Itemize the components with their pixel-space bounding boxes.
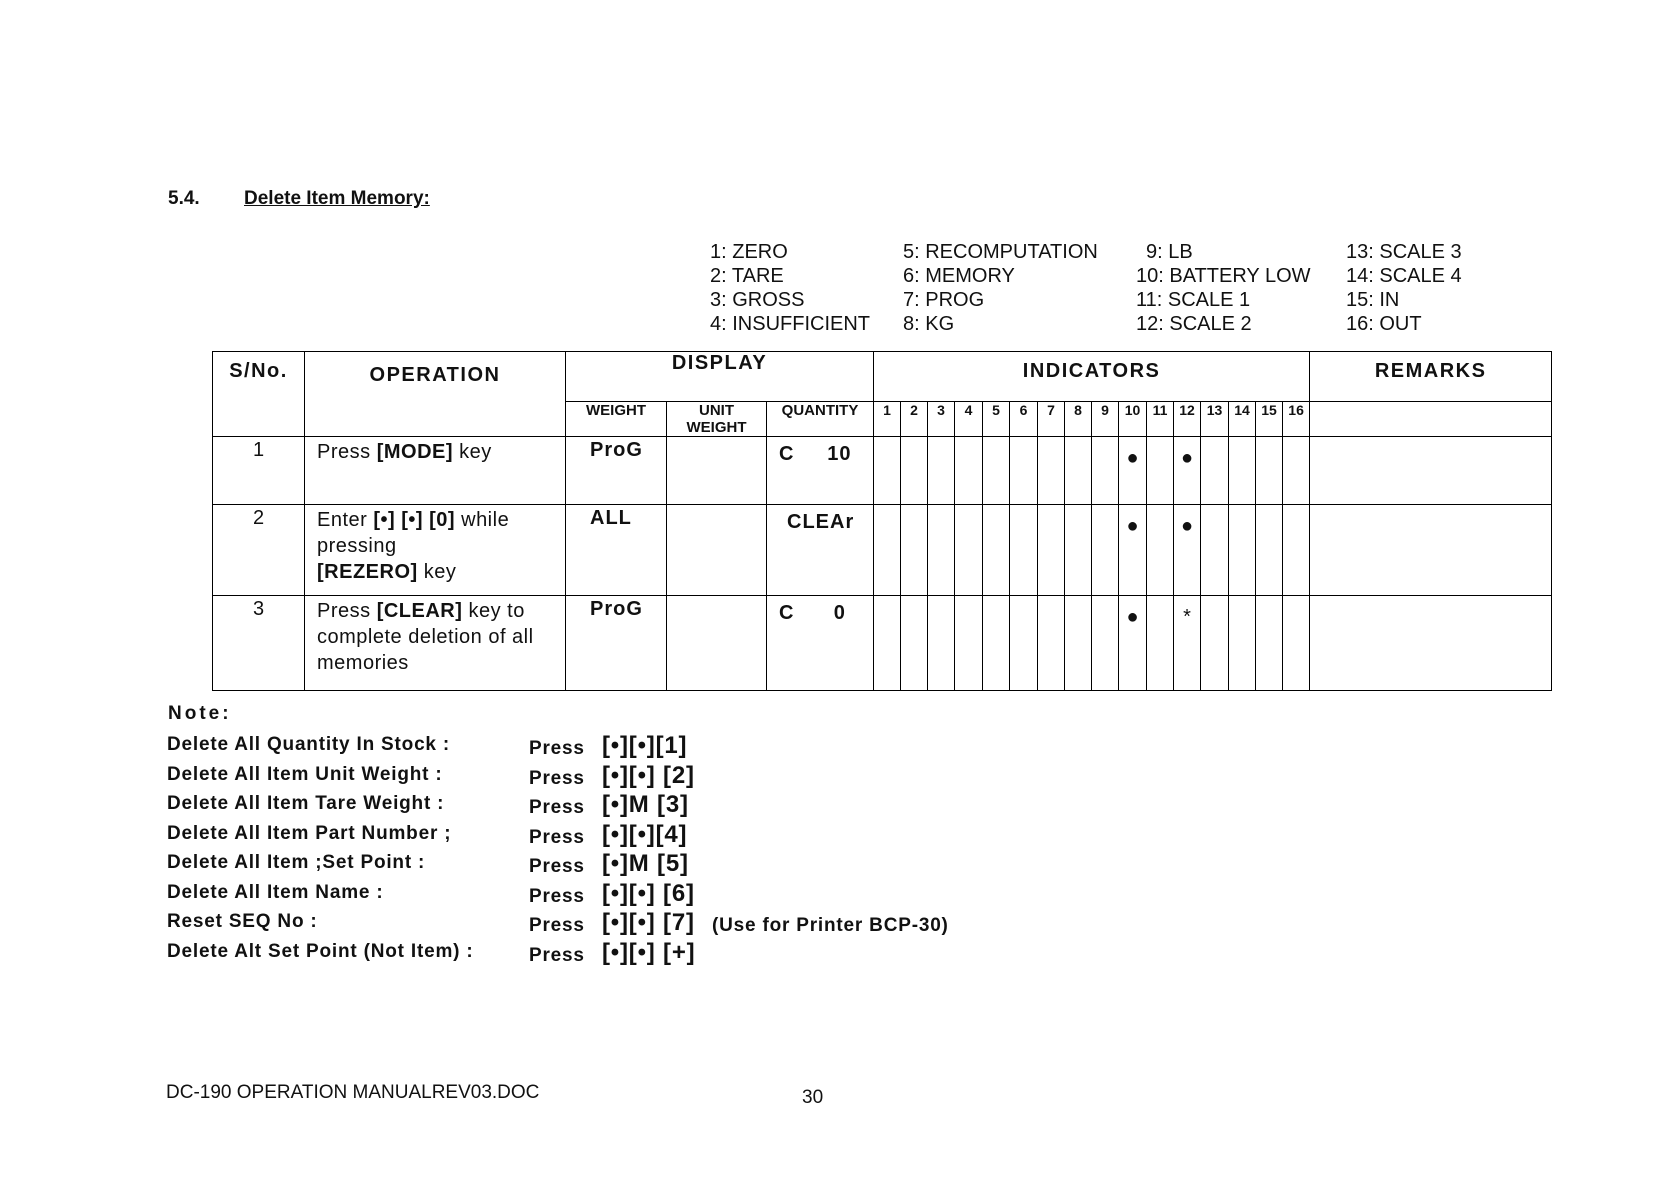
row-sno: 1	[213, 437, 305, 505]
note-press: Press	[529, 826, 585, 848]
legend-item: 14: SCALE 4	[1346, 265, 1462, 287]
row-remarks	[1310, 437, 1552, 505]
indicator-legend-col1	[710, 240, 870, 336]
row-weight: ALL	[566, 505, 667, 596]
indicator-8-header: 8	[1065, 402, 1092, 437]
section-title: Delete Item Memory:	[244, 188, 430, 209]
indicator-4-header: 4	[955, 402, 983, 437]
note-extra: (Use for Printer BCP-30)	[712, 915, 949, 936]
indicator-10-header: 10	[1119, 402, 1147, 437]
note-keys: [•][•][1]	[602, 732, 688, 759]
row-sno: 3	[213, 596, 305, 691]
row-weight: ProG	[566, 596, 667, 691]
header-operation: OPERATION	[305, 352, 566, 437]
legend-item: 3: GROSS	[710, 289, 805, 311]
indicator-15-header: 15	[1256, 402, 1283, 437]
table-row	[213, 505, 1552, 596]
indicator-6-header: 6	[1010, 402, 1038, 437]
header-display: DISPLAY	[566, 352, 874, 402]
indicator-10-cell: ●	[1119, 596, 1147, 691]
row-remarks	[1310, 505, 1552, 596]
page-number: 30	[802, 1087, 824, 1108]
indicator-12-cell: ●	[1174, 505, 1201, 596]
row-weight: ProG	[566, 437, 667, 505]
indicator-legend-col3	[1136, 240, 1311, 336]
section-number: 5.4.	[168, 188, 200, 209]
header-weight: WEIGHT	[566, 402, 667, 437]
header-remarks-sub	[1310, 402, 1552, 437]
note-press: Press	[529, 915, 585, 936]
legend-item: 4: INSUFFICIENT	[710, 313, 871, 335]
header-quantity: QUANTITY	[767, 402, 874, 437]
footer-doc-name: DC-190 OPERATION MANUALREV03.DOC	[166, 1082, 540, 1103]
legend-item: 2: TARE	[710, 265, 784, 287]
legend-item: 15: IN	[1346, 289, 1400, 311]
legend-item: 11: SCALE 1	[1136, 289, 1251, 311]
note-label: Delete All Item Name :	[167, 881, 384, 903]
note-press: Press	[529, 885, 585, 907]
legend-item: 16: OUT	[1346, 313, 1422, 335]
note-press: Press	[529, 738, 585, 759]
note-keys: [•][•] [2]	[602, 761, 695, 789]
row-operation: Enter [•] [•] [0] while pressing [REZERO] key	[305, 505, 566, 596]
indicator-legend-col4	[1346, 240, 1462, 336]
note-press: Press	[529, 944, 585, 966]
indicator-legend-col2	[903, 240, 1098, 336]
table-row	[213, 596, 1552, 691]
indicator-11-header: 11	[1147, 402, 1174, 437]
note-keys: [•][•] [+]	[602, 938, 696, 966]
note-press: Press	[529, 797, 585, 818]
note-title: Note:	[168, 703, 232, 724]
indicator-7-header: 7	[1038, 402, 1065, 437]
note-label: Delete All Item Tare Weight :	[167, 793, 445, 814]
indicator-2-header: 2	[901, 402, 928, 437]
note-press: Press	[529, 767, 585, 789]
indicator-5-header: 5	[983, 402, 1010, 437]
indicator-10-cell: ●	[1119, 437, 1147, 505]
row-quantity: C 10	[767, 437, 874, 505]
header-unit-weight: UNIT WEIGHT	[667, 402, 767, 437]
indicator-16-header: 16	[1283, 402, 1310, 437]
header-remarks: REMARKS	[1310, 352, 1552, 402]
note-label: Delete All Item ;Set Point :	[167, 852, 426, 873]
legend-item: 5: RECOMPUTATION	[903, 241, 1098, 263]
row-quantity: CLEAr	[767, 505, 874, 596]
indicator-9-header: 9	[1092, 402, 1119, 437]
note-keys: [•]M [5]	[602, 850, 689, 877]
header-sno: S/No.	[213, 352, 305, 437]
indicator-10-cell: ●	[1119, 505, 1147, 596]
legend-item: 7: PROG	[903, 289, 985, 311]
operations-table	[212, 351, 1552, 691]
indicator-14-header: 14	[1229, 402, 1256, 437]
indicator-12-header: 12	[1174, 402, 1201, 437]
row-sno: 2	[213, 505, 305, 596]
legend-item: 9: LB	[1146, 241, 1193, 263]
header-indicators: INDICATORS	[874, 352, 1310, 402]
row-unit-weight	[667, 596, 767, 691]
legend-item: 10: BATTERY LOW	[1136, 265, 1311, 287]
legend-item: 6: MEMORY	[903, 265, 1015, 287]
row-remarks	[1310, 596, 1552, 691]
note-label: Delete Alt Set Point (Not Item) :	[167, 940, 474, 962]
legend-item: 12: SCALE 2	[1136, 313, 1252, 335]
note-label: Delete All Item Unit Weight :	[167, 763, 443, 785]
indicator-3-header: 3	[928, 402, 955, 437]
row-operation: Press [CLEAR] key to complete deletion of all memories	[305, 596, 566, 691]
indicator-13-header: 13	[1201, 402, 1229, 437]
row-unit-weight	[667, 505, 767, 596]
row-quantity: C 0	[767, 596, 874, 691]
note-label: Reset SEQ No :	[167, 911, 318, 932]
note-press: Press	[529, 856, 585, 877]
indicator-12-cell: *	[1174, 596, 1201, 691]
indicator-1-header: 1	[874, 402, 901, 437]
row-unit-weight	[667, 437, 767, 505]
legend-item: 1: ZERO	[710, 241, 788, 263]
note-label: Delete All Quantity In Stock :	[167, 734, 451, 755]
legend-item: 13: SCALE 3	[1346, 241, 1462, 263]
note-label: Delete All Item Part Number ;	[167, 822, 452, 844]
note-keys: [•][•] [6]	[602, 879, 695, 907]
note-keys: [•][•][4]	[602, 820, 688, 848]
note-keys: [•][•] [7]	[602, 909, 695, 936]
note-keys: [•]M [3]	[602, 791, 689, 818]
table-row	[213, 437, 1552, 505]
indicator-12-cell: ●	[1174, 437, 1201, 505]
row-operation: Press [MODE] key	[305, 437, 566, 505]
legend-item: 8: KG	[903, 313, 955, 335]
